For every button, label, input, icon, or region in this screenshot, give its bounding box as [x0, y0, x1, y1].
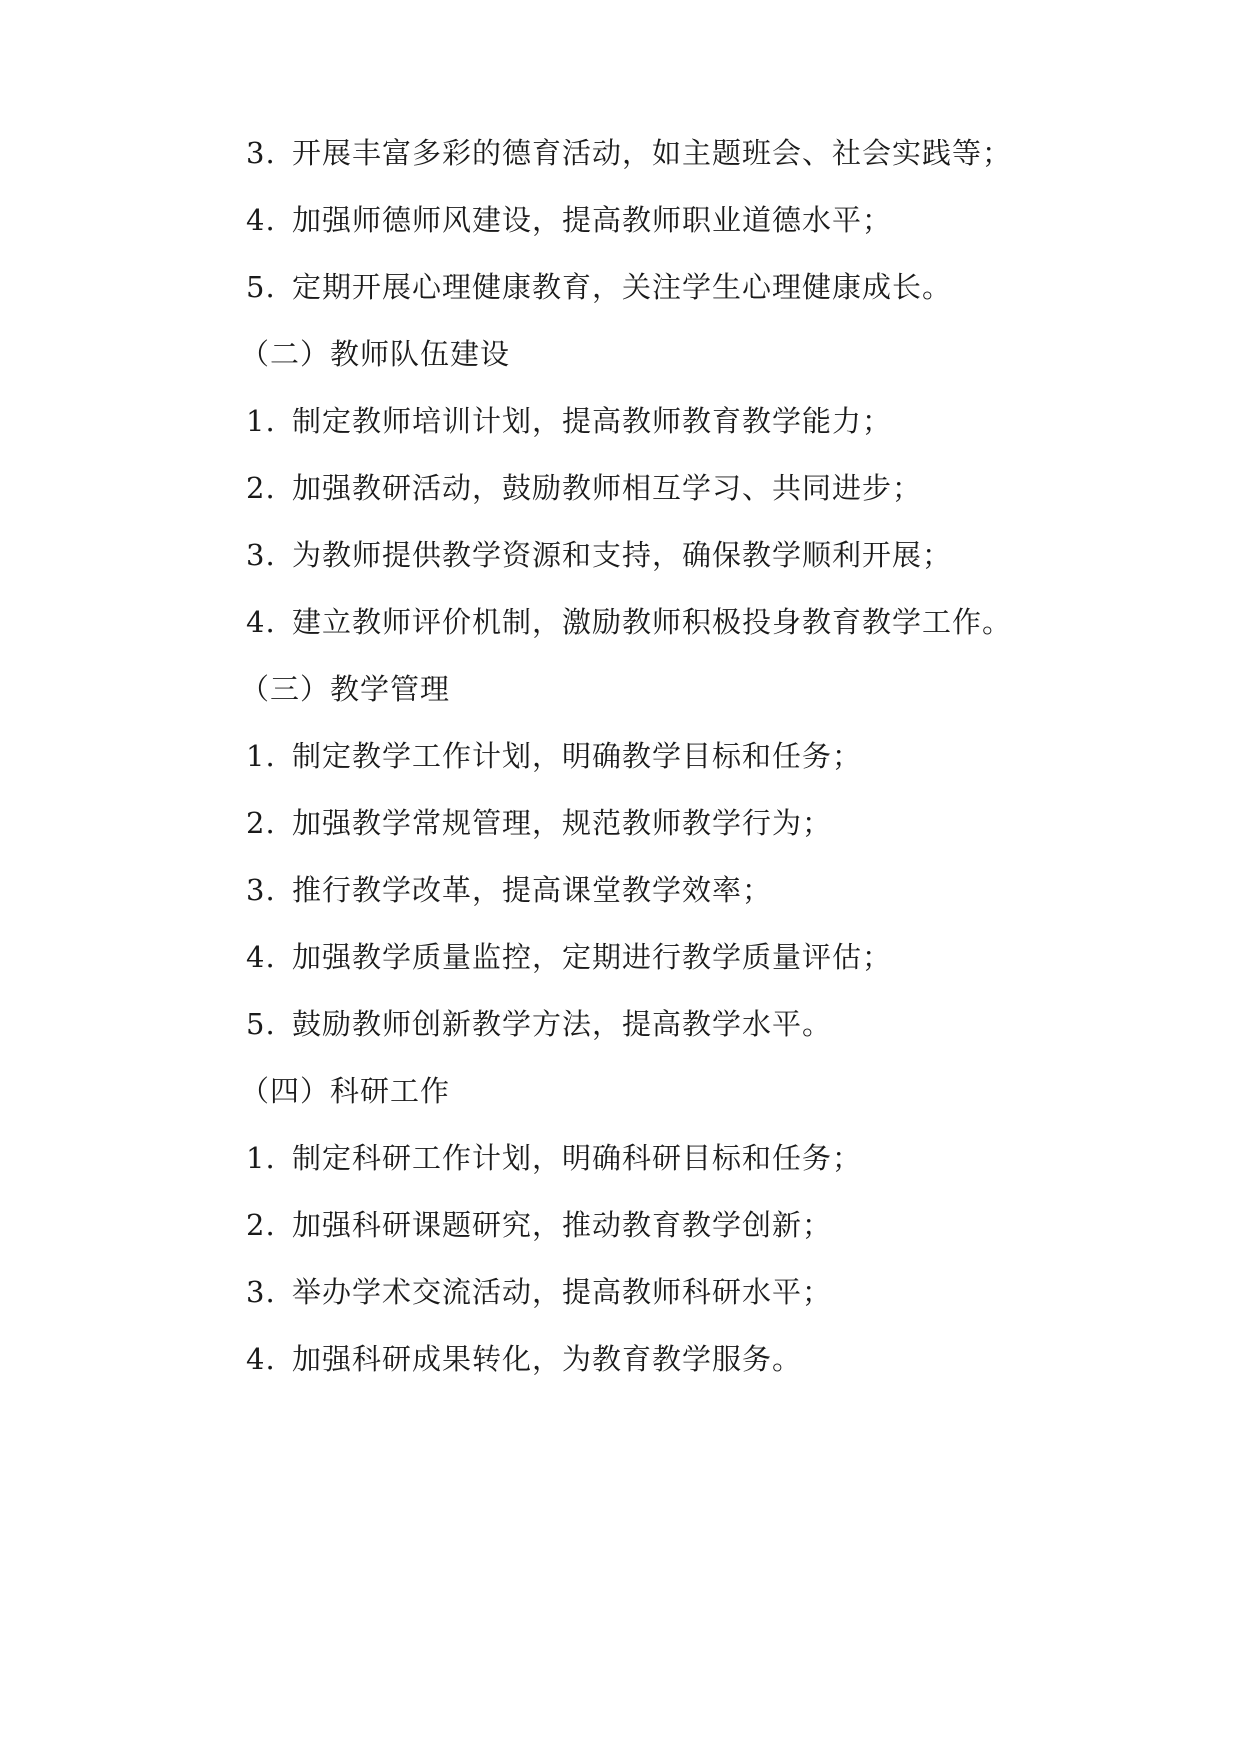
- section-heading-teacher-team: [240, 334, 510, 374]
- list-item-text: 开展丰富多彩的德育活动，如主题班会、社会实践等；: [292, 136, 1013, 170]
- list-item-number: 1.: [246, 1141, 276, 1175]
- list-item: [246, 1004, 832, 1044]
- list-item-number: 2.: [246, 471, 276, 505]
- list-item-number: 3.: [246, 538, 276, 572]
- list-item-number: 3.: [246, 1275, 276, 1309]
- list-item: [246, 267, 952, 307]
- list-item-text: 制定教师培训计划，提高教师教育教学能力；: [292, 404, 893, 438]
- list-item-number: 2.: [246, 806, 276, 840]
- list-item: [246, 736, 862, 776]
- list-item-text: 建立教师评价机制，激励教师积极投身教育教学工作。: [292, 605, 1013, 639]
- list-item-text: 制定科研工作计划，明确科研目标和任务；: [292, 1141, 863, 1175]
- section-heading-text: （三）教学管理: [240, 672, 451, 706]
- list-item-number: 4.: [246, 203, 276, 237]
- list-item: [246, 200, 892, 240]
- list-item-text: 加强科研课题研究，推动教育教学创新；: [292, 1208, 833, 1242]
- list-item-number: 5.: [246, 1007, 276, 1041]
- list-item-text: 为教师提供教学资源和支持，确保教学顺利开展；: [292, 538, 953, 572]
- list-item-text: 举办学术交流活动，提高教师科研水平；: [292, 1275, 833, 1309]
- list-item: [246, 602, 1012, 642]
- list-item-text: 加强教研活动，鼓励教师相互学习、共同进步；: [292, 471, 923, 505]
- list-item: [246, 133, 1012, 173]
- list-item: [246, 870, 772, 910]
- list-item: [246, 1138, 862, 1178]
- section-heading-teaching-management: [240, 669, 450, 709]
- list-item: [246, 468, 922, 508]
- section-heading-text: （二）教师队伍建设: [240, 337, 511, 371]
- list-item-text: 鼓励教师创新教学方法，提高教学水平。: [292, 1007, 833, 1041]
- list-item-text: 加强教学质量监控，定期进行教学质量评估；: [292, 940, 893, 974]
- section-heading-research: [240, 1071, 450, 1111]
- list-item-number: 1.: [246, 404, 276, 438]
- section-heading-text: （四）科研工作: [240, 1074, 451, 1108]
- list-item: [246, 1205, 832, 1245]
- list-item: [246, 535, 952, 575]
- list-item-number: 4.: [246, 940, 276, 974]
- list-item-number: 3.: [246, 136, 276, 170]
- list-item-number: 3.: [246, 873, 276, 907]
- list-item-number: 4.: [246, 1342, 276, 1376]
- list-item-number: 5.: [246, 270, 276, 304]
- list-item-text: 加强科研成果转化，为教育教学服务。: [292, 1342, 803, 1376]
- list-item-number: 1.: [246, 739, 276, 773]
- list-item: [246, 1272, 832, 1312]
- list-item-text: 制定教学工作计划，明确教学目标和任务；: [292, 739, 863, 773]
- list-item-text: 加强师德师风建设，提高教师职业道德水平；: [292, 203, 893, 237]
- list-item-text: 加强教学常规管理，规范教师教学行为；: [292, 806, 833, 840]
- list-item: [246, 803, 832, 843]
- list-item-text: 定期开展心理健康教育，关注学生心理健康成长。: [292, 270, 953, 304]
- list-item-number: 4.: [246, 605, 276, 639]
- list-item: [246, 937, 892, 977]
- list-item-text: 推行教学改革，提高课堂教学效率；: [292, 873, 773, 907]
- list-item: [246, 401, 892, 441]
- list-item: [246, 1339, 802, 1379]
- list-item-number: 2.: [246, 1208, 276, 1242]
